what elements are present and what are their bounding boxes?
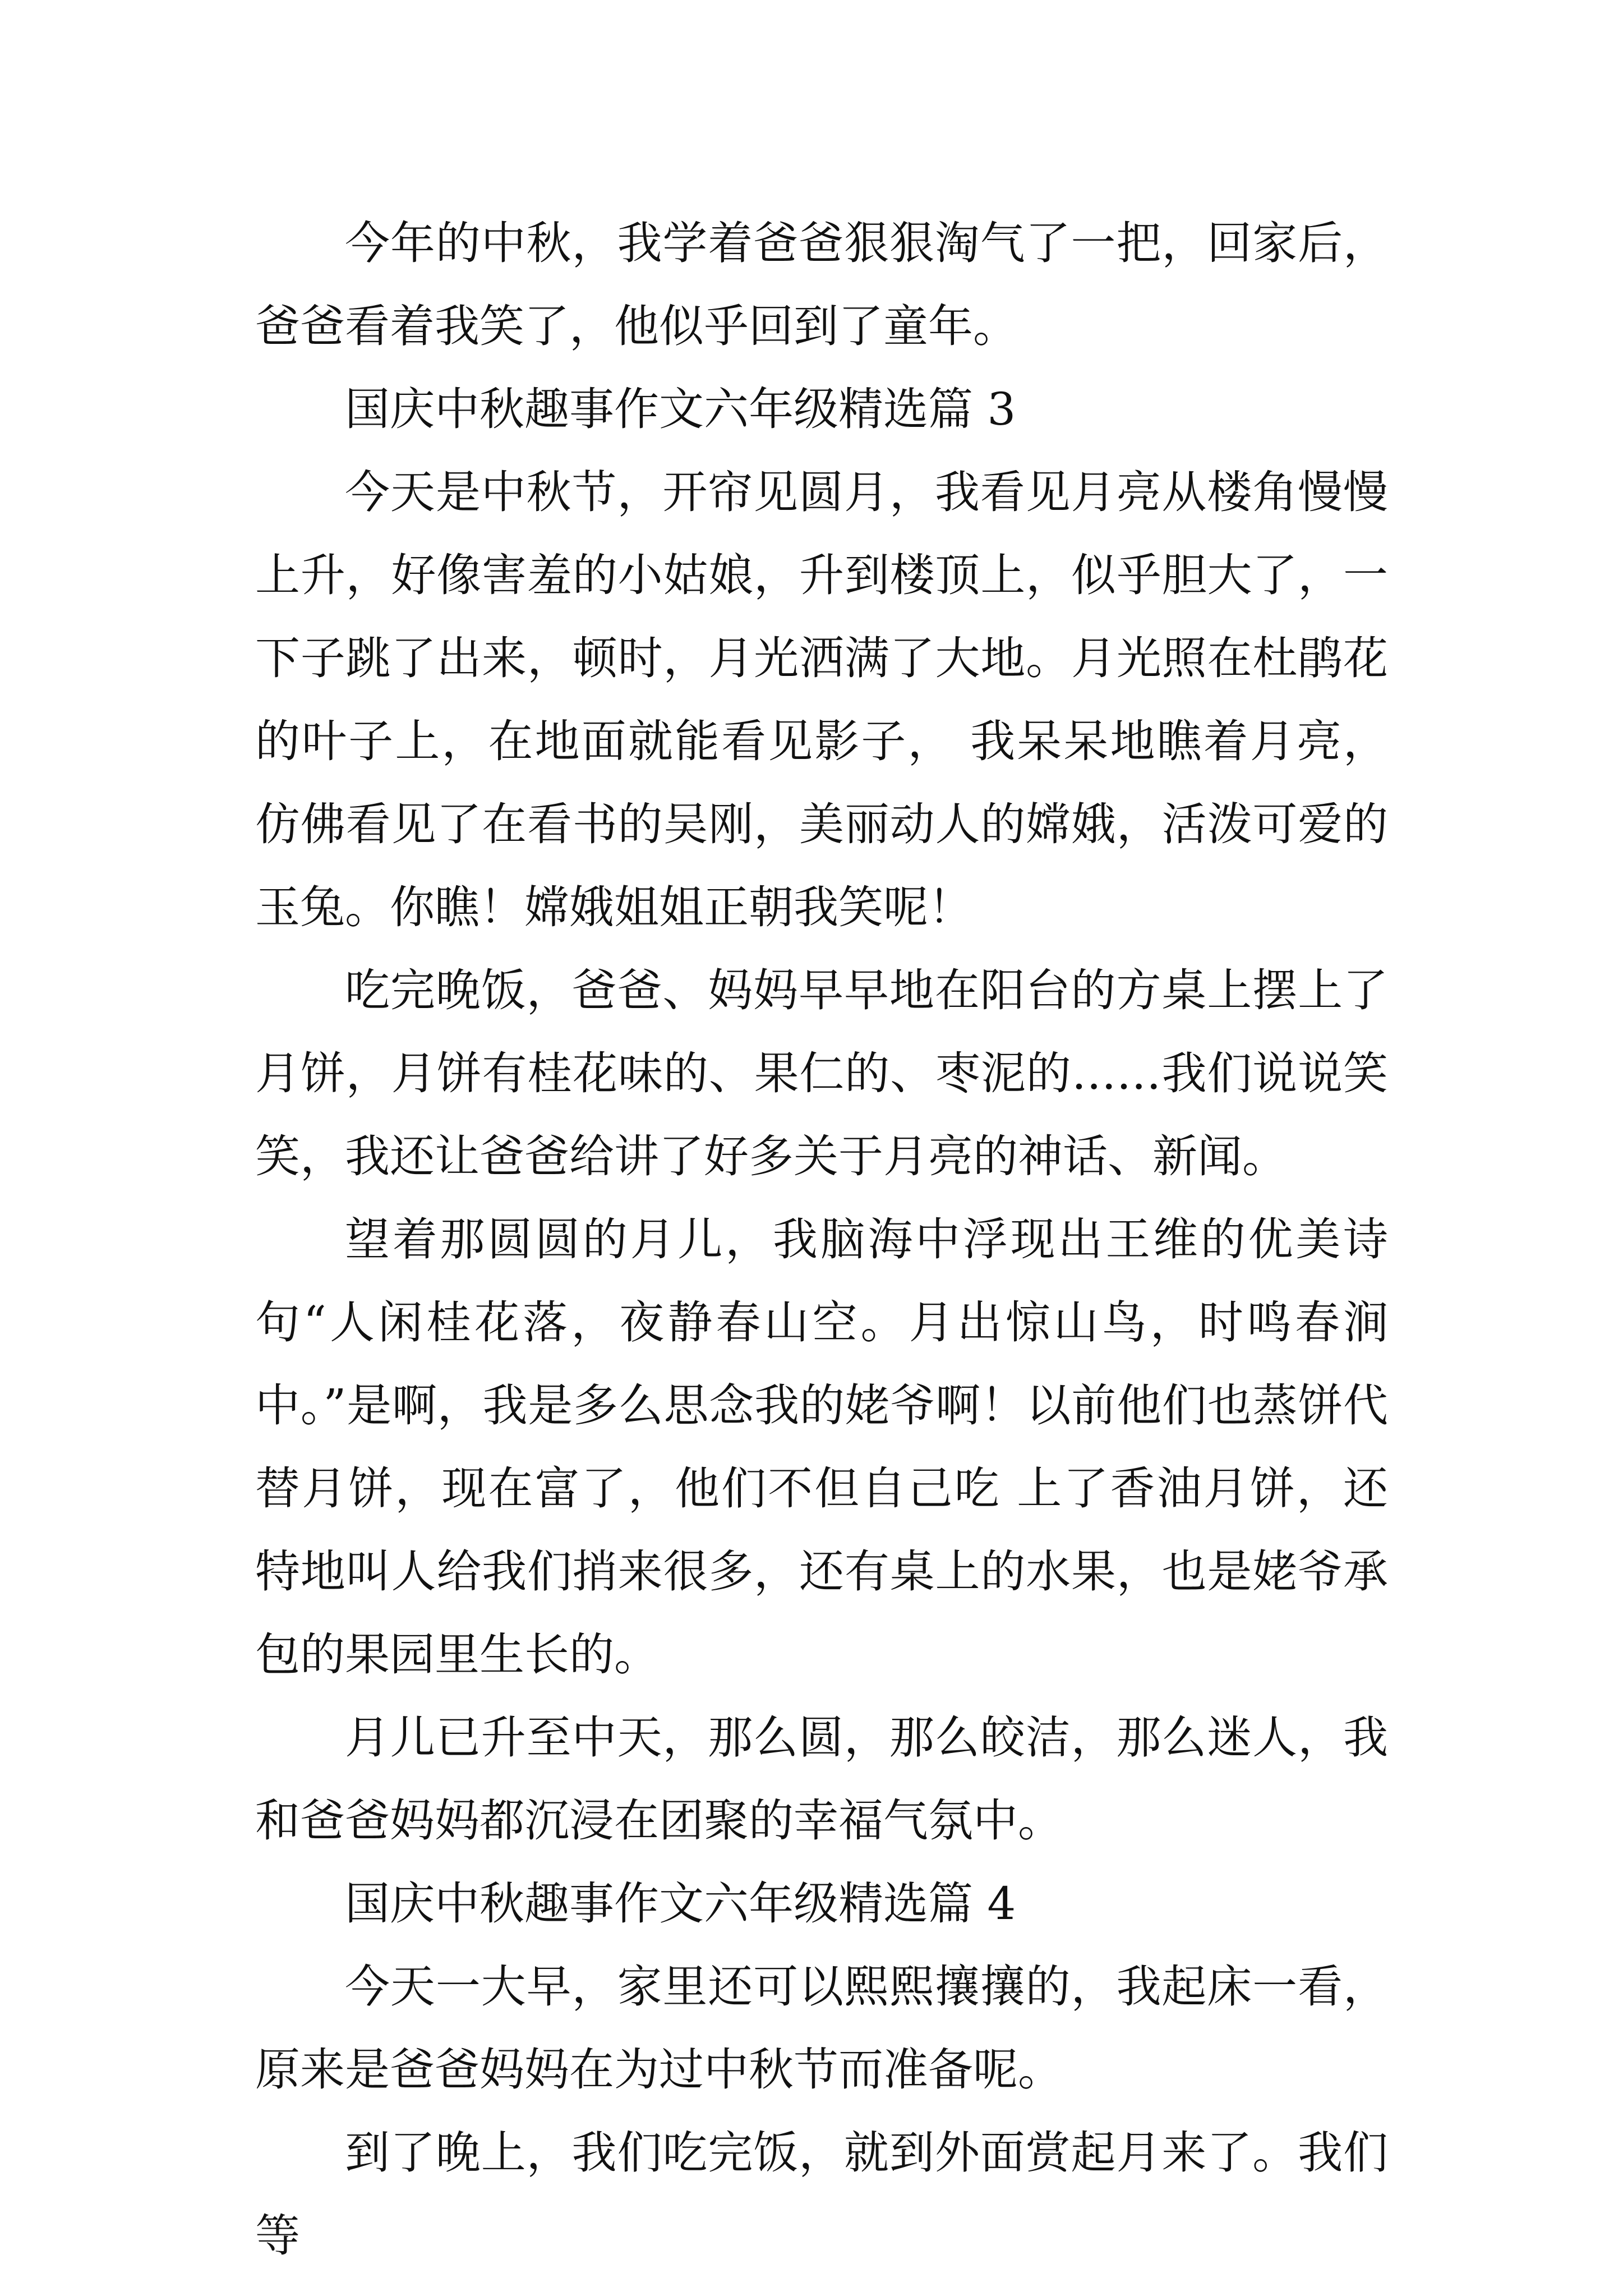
paragraph-mooncakes: 吃完晚饭，爸爸、妈妈早早地在阳台的方桌上摆上了月饼，月饼有桂花味的、果仁的、枣泥的……我们说说笑笑，我还让爸爸给讲了好多关于月亮的神话、新闻。 <box>255 964 1388 1182</box>
paragraph-ending-story-2: 今年的中秋，我学着爸爸狠狠淘气了一把，回家后，爸爸看着我笑了，他似乎回到了童年。 <box>255 217 1388 352</box>
paragraph-moonrise: 今天是中秋节，开帘见圆月，我看见月亮从楼角慢慢上升，好像害羞的小姑娘，升到楼顶上，似乎胆大了，一下子跳了出来，顿时，月光洒满了大地。月光照在杜鹃花的叶子上，在地面就能看见影子， 我呆呆地瞧着月亮，仿佛看见了在看书的吴刚，美丽动人的嫦娥，活泼可爱的玉兔。你瞧！嫦娥姐姐正朝我笑呢！ <box>255 466 1388 933</box>
paragraph-evening-moon-viewing: 到了晚上，我们吃完饭，就到外面赏起月来了。我们等 <box>255 2127 1388 2262</box>
section-heading-4: 国庆中秋趣事作文六年级精选篇 4 <box>345 1878 1016 1930</box>
paragraph-family-reunion: 月儿已升至中天，那么圆，那么皎洁，那么迷人，我和爸爸妈妈都沉浸在团聚的幸福气氛中。 <box>255 1711 1388 1847</box>
section-heading-3: 国庆中秋趣事作文六年级精选篇 3 <box>345 383 1016 435</box>
document-body <box>255 202 1388 2277</box>
paragraph-morning-preparation: 今天一大早，家里还可以熙熙攘攘的，我起床一看，原来是爸爸妈妈在为过中秋节而准备呢。 <box>255 1961 1388 2096</box>
paragraph-poem-grandpa: 望着那圆圆的月儿，我脑海中浮现出王维的优美诗句“人闲桂花落，夜静春山空。月出惊山鸟，时鸣春涧中。”是啊，我是多么思念我的姥爷啊！以前他们也蒸饼代替月饼，现在富了，他们不但自己吃 上了香油月饼，还特地叫人给我们捎来很多，还有桌上的水果，也是姥爷承包的果园里生长的。 <box>255 1213 1388 1681</box>
